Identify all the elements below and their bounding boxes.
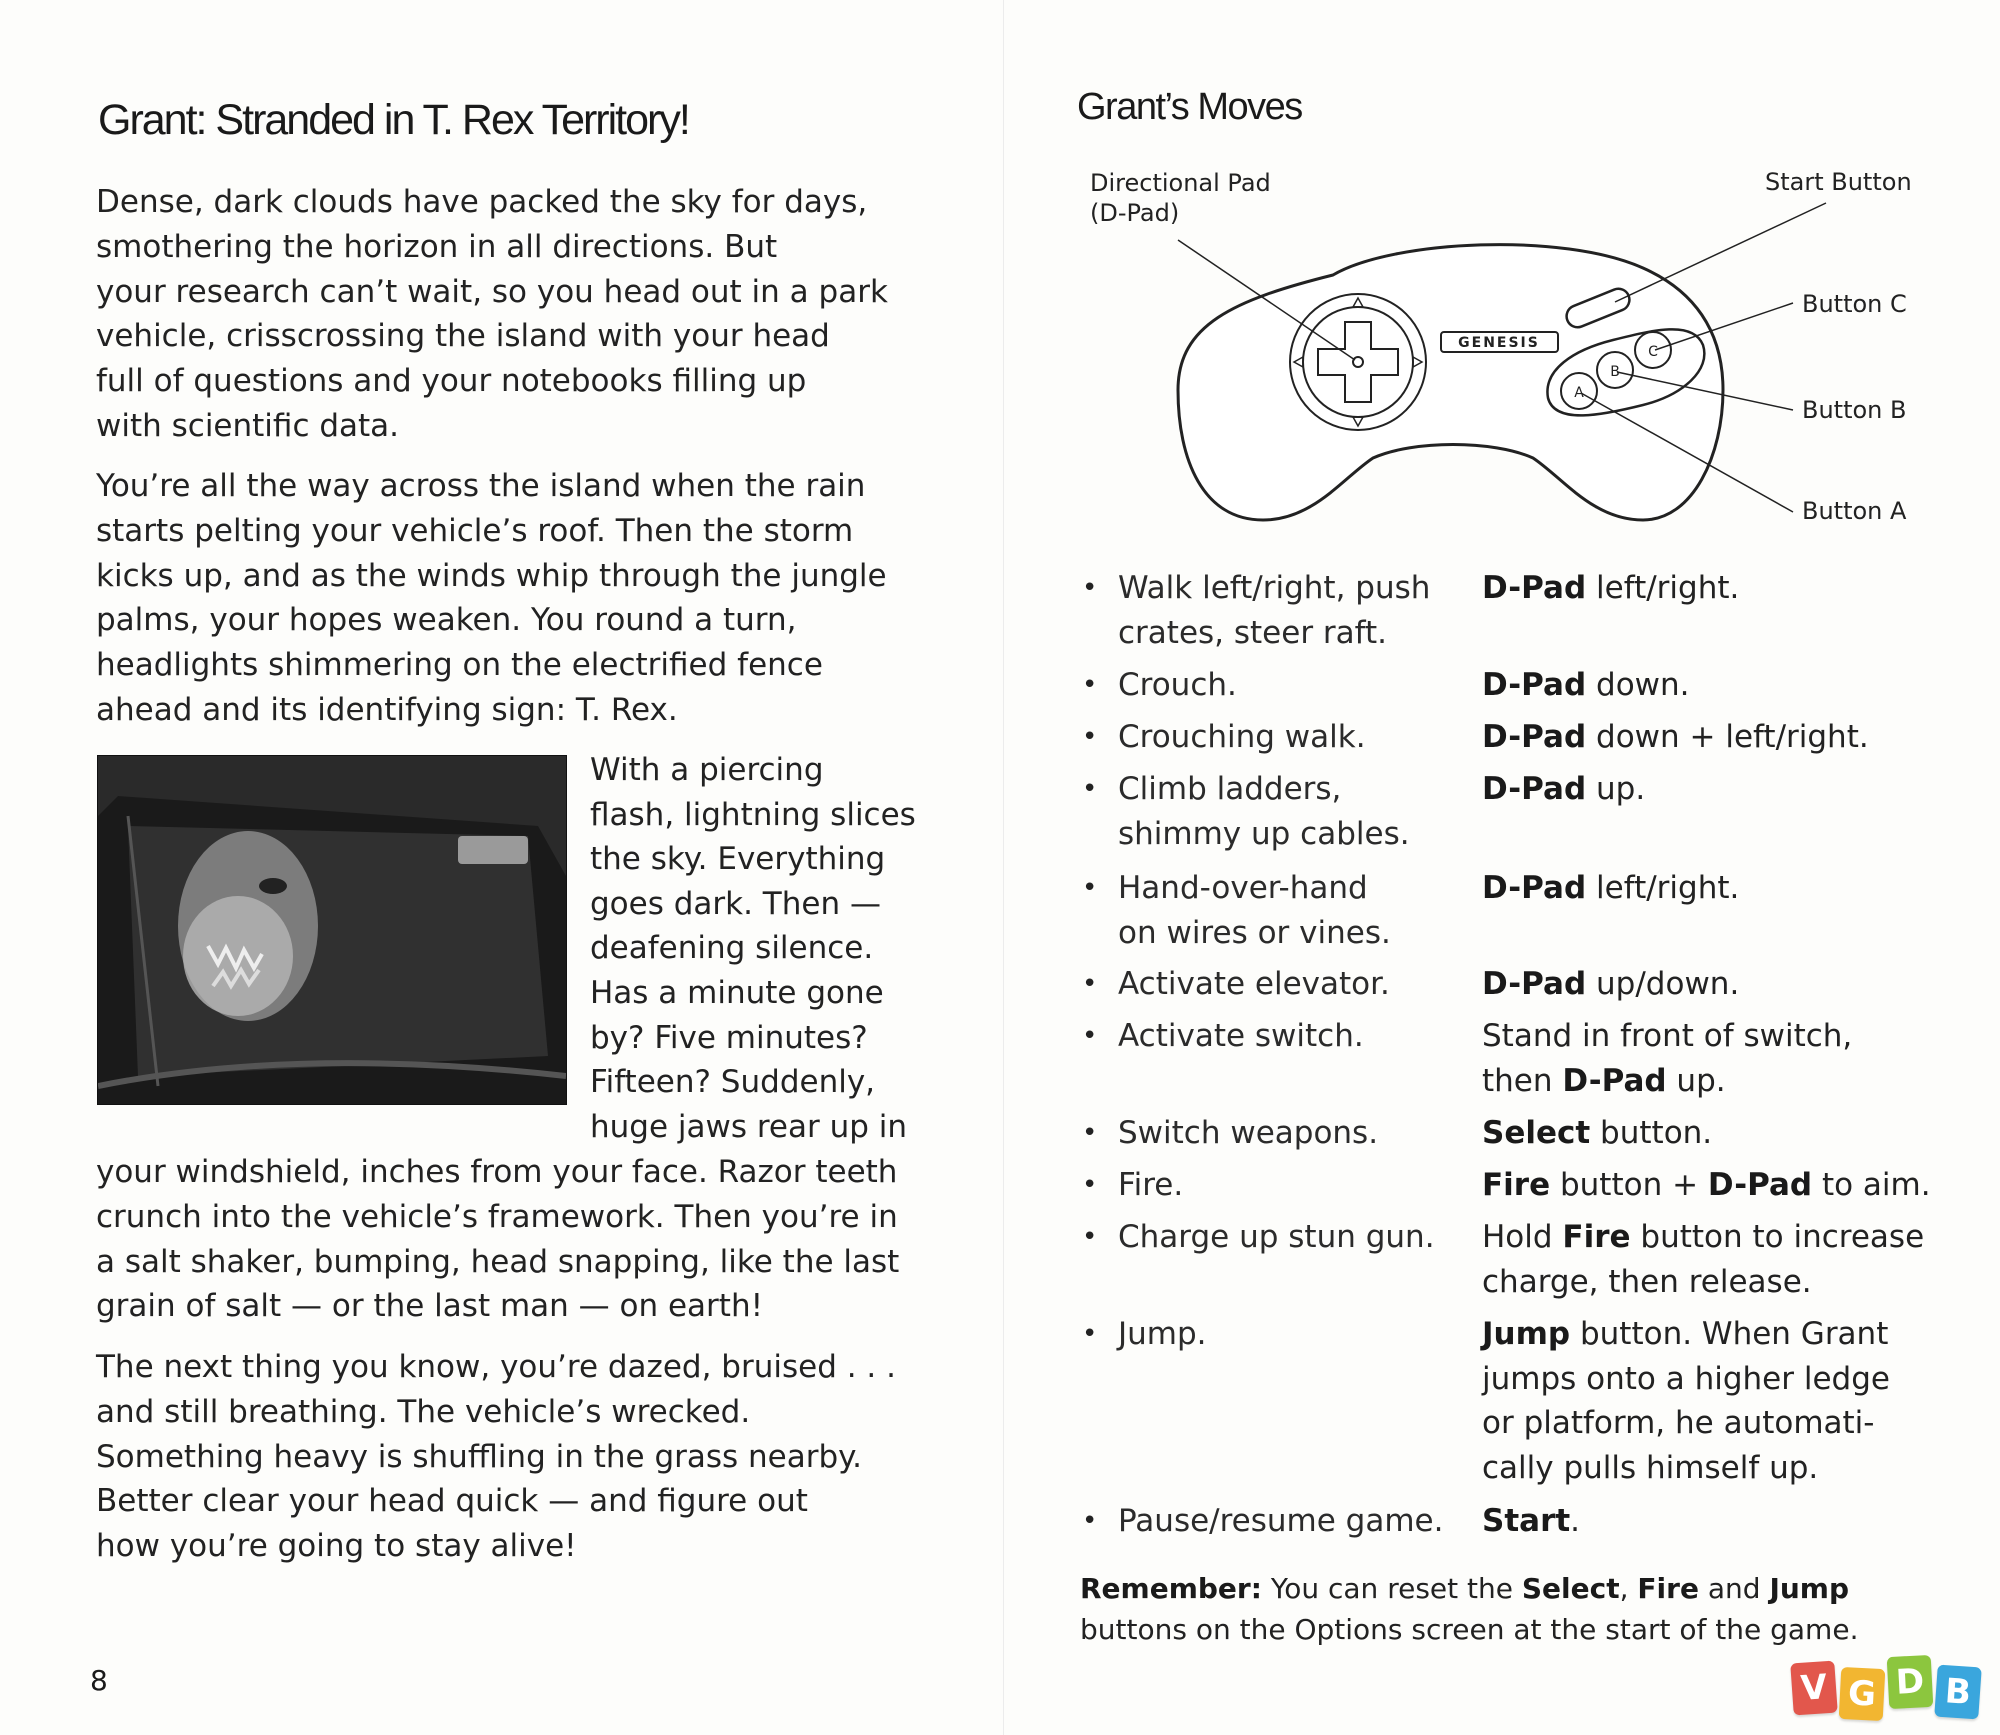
text-line: With a piercing <box>590 752 824 788</box>
move-action: Fire. <box>1118 1167 1184 1203</box>
move-control: Stand in front of switch, then D-Pad up. <box>1482 1018 1853 1099</box>
page-title: Grant: Stranded in T. Rex Territory! <box>98 96 689 144</box>
bullet-icon: • <box>1082 1021 1098 1051</box>
move-control: Start. <box>1482 1503 1581 1539</box>
move-control: D-Pad down. <box>1482 667 1690 703</box>
text-line: headlights shimmering on the electrified fence <box>96 647 823 684</box>
bullet-icon: • <box>1082 1118 1098 1148</box>
storm-paragraph <box>96 464 887 733</box>
button-a-label: Button A <box>1802 497 1907 525</box>
bullet-icon: • <box>1082 969 1098 999</box>
move-action: Hand-over-hand on wires or vines. <box>1118 870 1391 951</box>
move-action: Jump. <box>1118 1316 1207 1352</box>
move-action: Climb ladders, shimmy up cables. <box>1118 771 1410 852</box>
text-line: a salt shaker, bumping, head snapping, like the last <box>96 1243 900 1280</box>
move-action: Pause/resume game. <box>1118 1503 1444 1539</box>
move-control: Fire button + D-Pad to aim. <box>1482 1167 1931 1203</box>
text-line: by? Five minutes? <box>590 1019 868 1056</box>
move-action: Switch weapons. <box>1118 1115 1379 1151</box>
text-line: vehicle, crisscrossing the island with your head <box>96 318 830 355</box>
logo-tile-v: V <box>1790 1661 1838 1716</box>
move-control: D-Pad down + left/right. <box>1482 719 1869 755</box>
text-line: crunch into the vehicle’s framework. Then you’re in <box>96 1198 898 1235</box>
text-line: huge jaws rear up in <box>590 1108 908 1145</box>
move-action: Activate elevator. <box>1118 966 1390 1002</box>
move-control: Hold Fire button to increase charge, then release. <box>1482 1219 1925 1300</box>
bullet-icon: • <box>1082 873 1098 903</box>
text-line: You’re all the way across the island when the rain <box>96 468 866 504</box>
text-line: ahead and its identifying sign: T. Rex. <box>96 691 678 728</box>
text-line: grain of salt — or the last man — on earth! <box>96 1288 764 1325</box>
text-line: goes dark. Then — <box>590 885 881 922</box>
bullet-icon: • <box>1082 670 1098 700</box>
intro-paragraph <box>96 180 888 449</box>
button-b-label: Button B <box>1802 396 1907 424</box>
text-line: the sky. Everything <box>590 841 886 878</box>
text-line: The next thing you know, you’re dazed, bruised . . . <box>96 1349 896 1385</box>
text-line: and still breathing. The vehicle’s wrecked. <box>96 1393 751 1430</box>
bullet-icon: • <box>1082 774 1098 804</box>
text-line: starts pelting your vehicle’s roof. Then the storm <box>96 512 854 549</box>
text-line: smothering the horizon in all directions. But <box>96 228 778 265</box>
dpad-label: Directional Pad (D-Pad) <box>1090 169 1271 227</box>
text-line: kicks up, and as the winds whip through the jungle <box>96 557 887 594</box>
text-line: your research can’t wait, so you head out in a park <box>96 273 888 310</box>
vgdb-watermark-logo <box>1792 1652 1988 1720</box>
move-action: Walk left/right, push crates, steer raft. <box>1118 570 1431 651</box>
move-action: Charge up stun gun. <box>1118 1219 1435 1255</box>
bullet-icon: • <box>1082 1170 1098 1200</box>
bullet-icon: • <box>1082 573 1098 603</box>
move-control: Jump button. When Grant jumps onto a higher ledge or platform, he automati- cally pulls himself up. <box>1482 1316 1890 1486</box>
section-title: Grant’s Moves <box>1077 86 1302 128</box>
attack-paragraph <box>96 1150 899 1329</box>
text-line: flash, lightning slices <box>590 796 916 833</box>
text-line: Dense, dark clouds have packed the sky for days, <box>96 184 868 220</box>
move-control: D-Pad up. <box>1482 771 1646 807</box>
button-c-label: Button C <box>1802 290 1907 318</box>
wrapped-paragraph <box>590 748 916 1149</box>
move-action: Activate switch. <box>1118 1018 1364 1054</box>
bullet-icon: • <box>1082 1506 1098 1536</box>
text-line: full of questions and your notebooks filling up <box>96 363 807 400</box>
move-control: Select button. <box>1482 1115 1713 1151</box>
move-action: Crouch. <box>1118 667 1237 703</box>
move-control: D-Pad left/right. <box>1482 570 1740 606</box>
text-line: Better clear your head quick — and figure out <box>96 1483 808 1520</box>
logo-tile-b: B <box>1934 1665 1982 1720</box>
svg-text:B: B <box>1610 364 1620 380</box>
bullet-icon: • <box>1082 722 1098 752</box>
page-number: 8 <box>90 1664 108 1697</box>
start-button-label: Start Button <box>1765 168 1912 196</box>
aftermath-paragraph <box>96 1345 896 1569</box>
bullet-icon: • <box>1082 1319 1098 1349</box>
genesis-controller-diagram <box>1003 0 2000 560</box>
svg-text:C: C <box>1648 344 1658 360</box>
remember-note: Remember: You can reset the Select, Fire and Jump buttons on the Options screen at the start of the game. <box>1080 1572 1859 1646</box>
text-line: how you’re going to stay alive! <box>96 1528 577 1565</box>
svg-text:A: A <box>1574 385 1584 401</box>
text-line: Fifteen? Suddenly, <box>590 1064 876 1101</box>
text-line: with scientific data. <box>96 407 400 444</box>
text-line: your windshield, inches from your face. Razor teeth <box>96 1154 898 1190</box>
text-line: Something heavy is shuffling in the grass nearby. <box>96 1438 862 1475</box>
text-line: palms, your hopes weaken. You round a turn, <box>96 602 797 639</box>
logo-tile-d: D <box>1887 1655 1934 1709</box>
bullet-icon: • <box>1082 1222 1098 1252</box>
move-action: Crouching walk. <box>1118 719 1366 755</box>
genesis-logo: GENESIS <box>1458 335 1540 351</box>
text-line: Has a minute gone <box>590 974 884 1011</box>
move-control: D-Pad left/right. <box>1482 870 1740 906</box>
move-control: D-Pad up/down. <box>1482 966 1740 1002</box>
text-line: deafening silence. <box>590 930 874 967</box>
t-rex-windshield-photo <box>97 755 567 1105</box>
right-page <box>1003 0 2000 1735</box>
logo-tile-g: G <box>1839 1667 1886 1721</box>
